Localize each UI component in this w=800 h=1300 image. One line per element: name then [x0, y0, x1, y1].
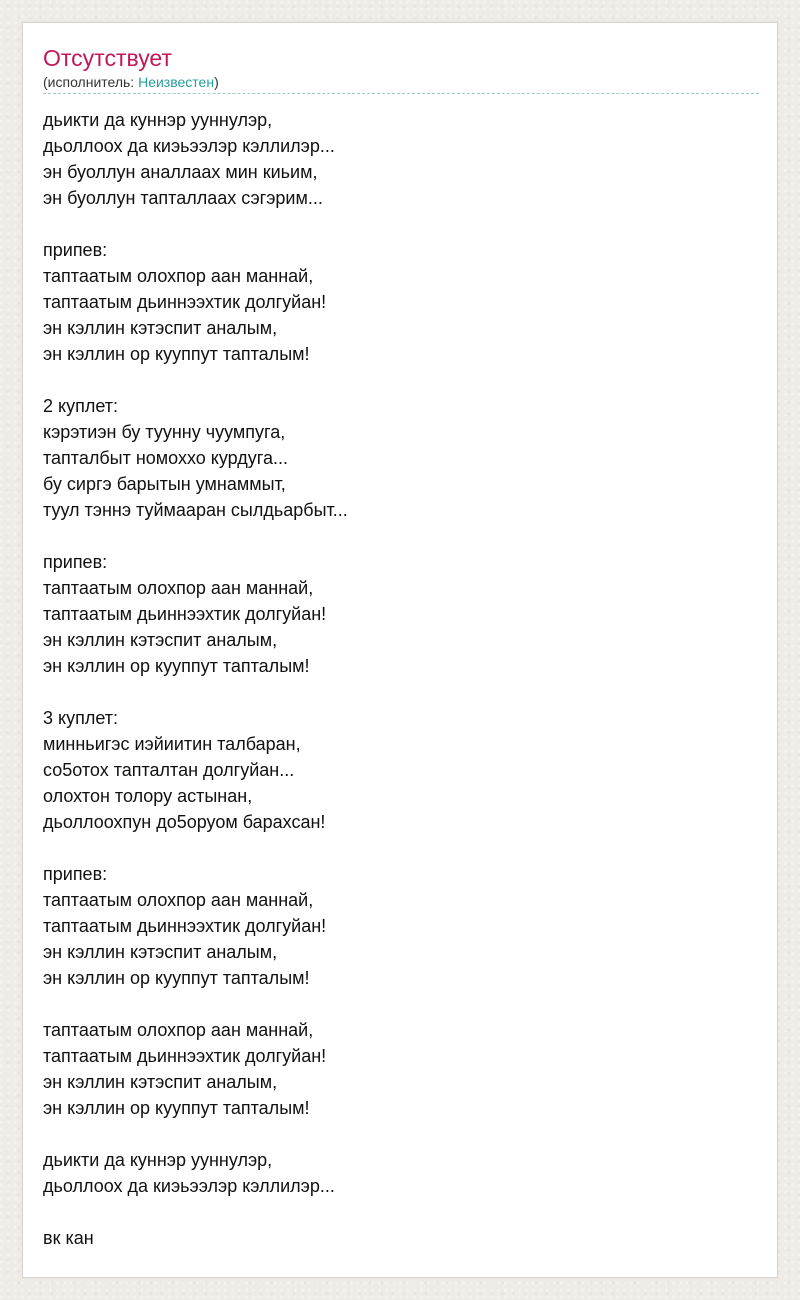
blank-line — [43, 367, 759, 393]
lyric-line: дьоллоохпун до5оруом барахсан! — [43, 812, 326, 832]
lyric-line: эн кэллин ор кууппут тапталым! — [43, 1098, 310, 1118]
song-title: Отсутствует — [43, 45, 172, 71]
lyric-line: эн кэллин ор кууппут тапталым! — [43, 968, 310, 988]
lyric-line: эн кэллин кэтэспит аналым, — [43, 630, 278, 650]
lyrics-text — [43, 107, 759, 1251]
artist-link[interactable]: Неизвестен — [138, 74, 215, 90]
lyric-line: дьоллоох да киэьээлэр кэллилэр... — [43, 1176, 335, 1196]
blank-line — [43, 991, 759, 1017]
lyric-line: вк кан — [43, 1228, 94, 1248]
lyric-line: бу сиргэ барытын умнаммыт, — [43, 474, 286, 494]
dashed-divider — [43, 93, 759, 94]
lyric-line: припев: — [43, 240, 108, 260]
blank-line — [43, 523, 759, 549]
lyric-line: таптаатым дьиннээхтик долгуйан! — [43, 292, 327, 312]
lyric-line: эн кэллин кэтэспит аналым, — [43, 942, 278, 962]
lyric-line: эн буоллун тапталлаах сэгэрим... — [43, 188, 323, 208]
blank-line — [43, 679, 759, 705]
lyric-line: тапталбыт номоххо курдуга... — [43, 448, 288, 468]
lyrics-card — [22, 22, 778, 1278]
lyric-line: олохтон толору астынан, — [43, 786, 253, 806]
lyric-line: таптаатым олохпор аан маннай, — [43, 1020, 314, 1040]
blank-line — [43, 1199, 759, 1225]
lyric-line: минньигэс иэйиитин талбаран, — [43, 734, 301, 754]
lyric-line: со5отох тапталтан долгуйан... — [43, 760, 295, 780]
lyric-line: туул тэннэ туймааран сылдьарбыт... — [43, 500, 348, 520]
lyric-line: таптаатым олохпор аан маннай, — [43, 266, 314, 286]
lyric-line: 2 куплет: — [43, 396, 118, 416]
lyric-line: таптаатым дьиннээхтик долгуйан! — [43, 916, 327, 936]
lyric-line: эн кэллин кэтэспит аналым, — [43, 1072, 278, 1092]
lyric-line: эн кэллин ор кууппут тапталым! — [43, 656, 310, 676]
blank-line — [43, 211, 759, 237]
lyric-line: таптаатым дьиннээхтик долгуйан! — [43, 1046, 327, 1066]
lyric-line: припев: — [43, 552, 108, 572]
blank-line — [43, 835, 759, 861]
artist-suffix: ) — [214, 74, 219, 90]
lyric-line: дьоллоох да киэьээлэр кэллилэр... — [43, 136, 335, 156]
lyric-line: эн буоллун аналлаах мин киьим, — [43, 162, 318, 182]
lyric-line: кэрэтиэн бу туунну чуумпуга, — [43, 422, 286, 442]
lyric-line: 3 куплет: — [43, 708, 118, 728]
lyric-line: таптаатым олохпор аан маннай, — [43, 890, 314, 910]
lyric-line: эн кэллин ор кууппут тапталым! — [43, 344, 310, 364]
blank-line — [43, 1121, 759, 1147]
lyric-line: припев: — [43, 864, 108, 884]
lyric-line: дьикти да куннэр ууннулэр, — [43, 110, 273, 130]
lyric-line: таптаатым олохпор аан маннай, — [43, 578, 314, 598]
artist-prefix: (исполнитель: — [43, 74, 139, 90]
lyric-line: дьикти да куннэр ууннулэр, — [43, 1150, 273, 1170]
lyric-line: таптаатым дьиннээхтик долгуйан! — [43, 604, 327, 624]
lyric-line: эн кэллин кэтэспит аналым, — [43, 318, 278, 338]
artist-line — [43, 73, 219, 91]
